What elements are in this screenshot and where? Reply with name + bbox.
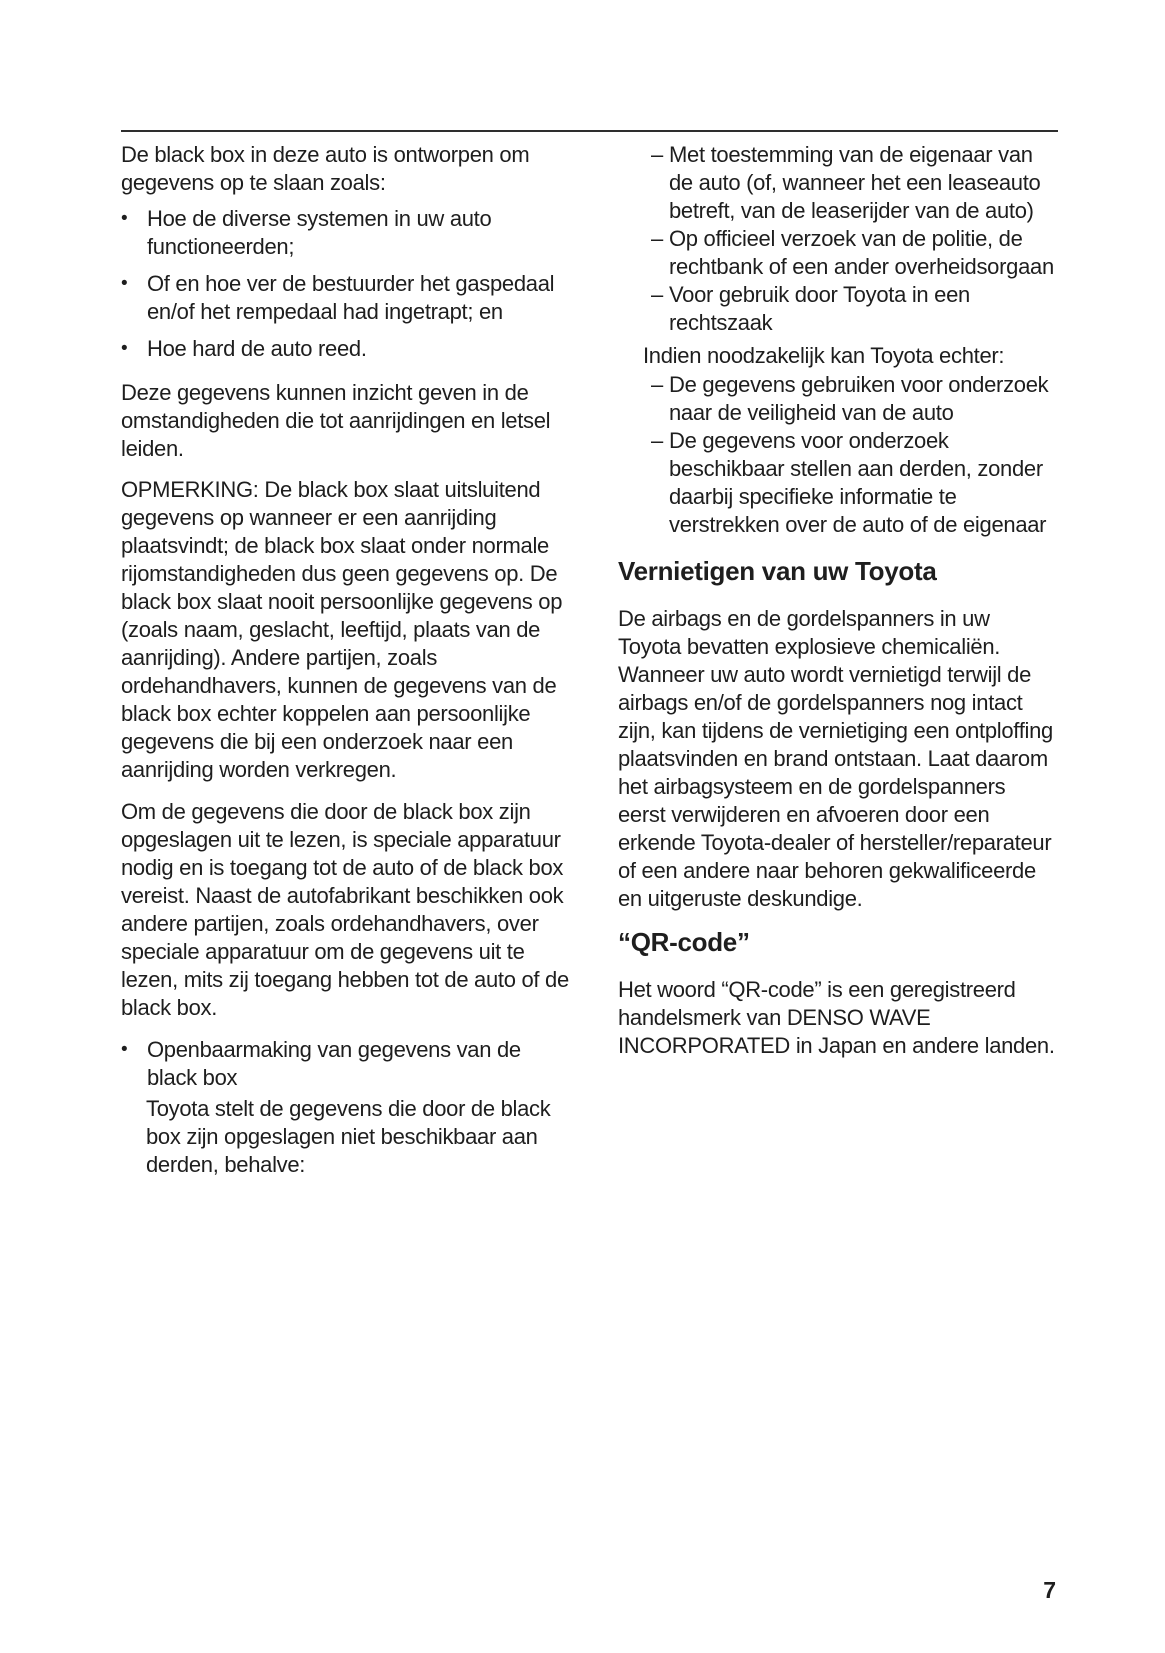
bullet-icon: • xyxy=(121,273,128,294)
bullet-icon: • xyxy=(121,338,128,359)
intro-paragraph: De black box in deze auto is ontworpen om gegevens op te slaan zoals: xyxy=(121,142,530,195)
list-item-text: Op officieel verzoek van de politie, de rechtbank of een ander overheidsorgaan xyxy=(669,226,1054,279)
scrap-section-heading: Vernietigen van uw Toyota xyxy=(618,556,937,586)
list-item xyxy=(651,427,1058,539)
list-item xyxy=(121,270,574,326)
qr-section-heading: “QR-code” xyxy=(618,927,750,957)
dash-icon: – xyxy=(651,226,663,251)
list-item-text: Openbaarmaking van gegevens van de black box xyxy=(147,1037,521,1090)
list-item-text: Met toestemming van de eigenaar van de auto (of, wanneer het een leaseauto betreft, van de leaserijder van de auto) xyxy=(669,142,1041,223)
dash-icon: – xyxy=(651,142,663,167)
page-number: 7 xyxy=(1043,1577,1056,1603)
list-item-text: Hoe hard de auto reed. xyxy=(147,336,367,361)
recorded-data-list xyxy=(121,205,574,363)
header-rule xyxy=(121,130,1058,132)
list-item-text: De gegevens voor onderzoek beschikbaar stellen aan derden, zonder daarbij specifieke informatie te verstrekken over de auto of de eigenaar xyxy=(669,428,1047,537)
dash-icon: – xyxy=(651,428,663,453)
exceptions-list xyxy=(618,141,1058,337)
list-item xyxy=(121,205,574,261)
bullet-icon: • xyxy=(121,208,128,229)
bullet-icon: • xyxy=(121,1039,128,1060)
dash-icon: – xyxy=(651,282,663,307)
readout-paragraph: Om de gegevens die door de black box zijn opgeslagen uit te lezen, is speciale apparatuur nodig en is toegang tot de auto of de black box vereist. Naast de autofabrikant beschikken ook andere partijen, zoals ordehandhavers, over speciale apparatuur om de gegevens uit te lezen, mits zij toegang hebben tot de auto of de black box. xyxy=(121,799,569,1020)
list-item xyxy=(651,371,1058,427)
list-item xyxy=(651,141,1058,225)
list-item xyxy=(651,281,1058,337)
list-item-text: Of en hoe ver de bestuurder het gaspedaal en/of het rempedaal had ingetrapt; en xyxy=(147,271,555,324)
disclosure-list-item xyxy=(121,1036,574,1092)
list-item xyxy=(121,335,574,363)
dash-icon: – xyxy=(651,372,663,397)
list-item-text: Hoe de diverse systemen in uw auto functioneerden; xyxy=(147,206,492,259)
list-item-text: Voor gebruik door Toyota in een rechtszaak xyxy=(669,282,970,335)
list-item-text: De gegevens gebruiken voor onderzoek naar de veiligheid van de auto xyxy=(669,372,1049,425)
remark-paragraph: OPMERKING: De black box slaat uitsluitend gegevens op wanneer er een aanrijding plaatsvindt; de black box slaat onder normale rijomstandigheden dus geen gegevens op. De black box slaat nooit persoonlijke gegevens op (zoals naam, geslacht, leeftijd, plaats van de aanrijding). Andere partijen, zoals ordehandhavers, kunnen de gegevens van de black box echter koppelen aan persoonlijke gegevens die bij een onderzoek naar een aanrijding worden verkregen. xyxy=(121,477,563,782)
however-intro: Indien noodzakelijk kan Toyota echter: xyxy=(643,343,1005,368)
list-item xyxy=(651,225,1058,281)
disclosure-sub-paragraph: Toyota stelt de gegevens die door de black box zijn opgeslagen niet beschikbaar aan derden, behalve: xyxy=(146,1096,551,1177)
however-list xyxy=(618,371,1058,539)
insight-paragraph: Deze gegevens kunnen inzicht geven in de omstandigheden die tot aanrijdingen en letsel leiden. xyxy=(121,380,551,461)
left-column xyxy=(121,141,574,1179)
right-column xyxy=(618,141,1058,1060)
scrap-paragraph: De airbags en de gordelspanners in uw Toyota bevatten explosieve chemicaliën. Wanneer uw auto wordt vernietigd terwijl de airbags en/of de gordelspanners nog intact zijn, kan tijdens de vernietiging een ontploffing plaatsvinden en brand ontstaan. Laat daarom het airbagsysteem en de gordelspanners eerst verwijderen en afvoeren door een erkende Toyota-dealer of hersteller/reparateur of een andere naar behoren gekwalificeerde en uitgeruste deskundige. xyxy=(618,606,1053,911)
qr-paragraph: Het woord “QR-code” is een geregistreerd handelsmerk van DENSO WAVE INCORPORATED in Japan en andere landen. xyxy=(618,977,1055,1058)
